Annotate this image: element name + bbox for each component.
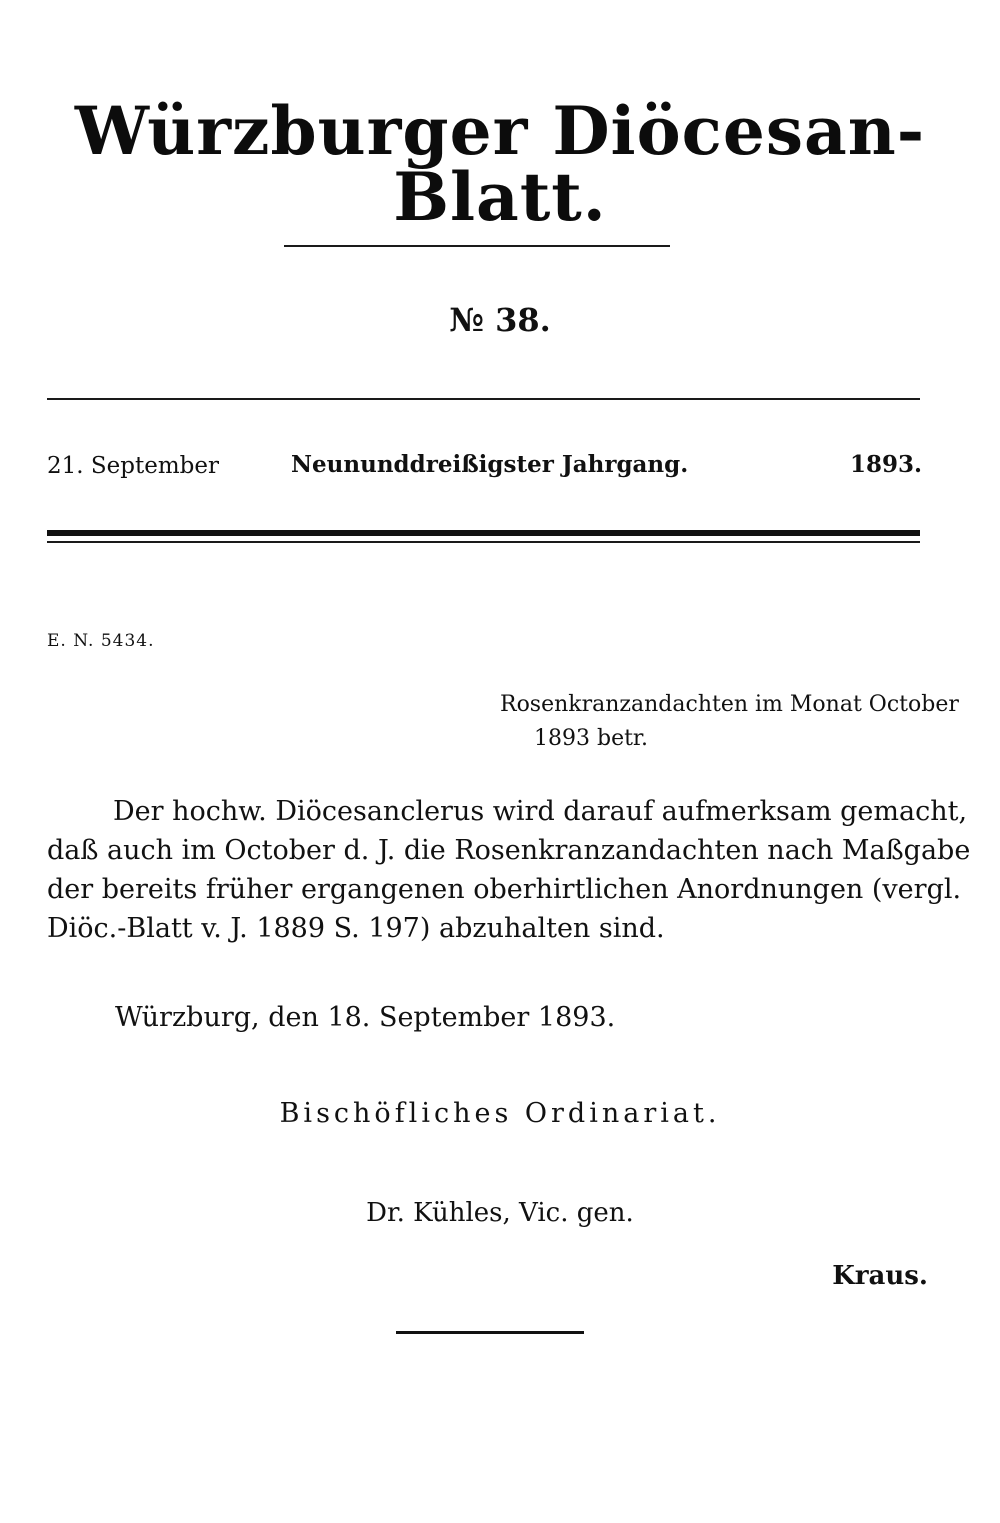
reference-number: E. N. 5434. xyxy=(47,631,155,651)
subject-line-1: Rosenkranzandachten im Monat October xyxy=(500,692,959,717)
header-top-rule xyxy=(47,398,920,400)
issue-date: 21. September xyxy=(47,453,219,479)
header-thin-rule xyxy=(47,541,920,543)
header-thick-rule xyxy=(47,530,920,536)
body-line-3: der bereits früher ergangenen oberhirtlichen Anordnungen (vergl. xyxy=(47,874,962,905)
volume-label: Neununddreißigster Jahrgang. xyxy=(291,451,689,478)
subject-line-2: 1893 betr. xyxy=(534,726,649,751)
body-line-4: Diöc.-Blatt v. J. 1889 S. 197) abzuhalten sind. xyxy=(47,913,665,944)
issue-year: 1893. xyxy=(849,451,922,478)
secretary-signature: Kraus. xyxy=(832,1261,928,1291)
signatory: Dr. Kühles, Vic. gen. xyxy=(366,1198,634,1228)
notice-body xyxy=(47,792,971,948)
notice-subject xyxy=(500,688,959,756)
title-divider xyxy=(284,245,670,247)
body-line-2: daß auch im October d. J. die Rosenkranzandachten nach Maßgabe xyxy=(47,835,971,866)
end-rule xyxy=(396,1331,584,1334)
place-and-date: Würzburg, den 18. September 1893. xyxy=(115,1002,616,1033)
masthead-title: Würzburger Diöcesan-Blatt. xyxy=(74,92,926,236)
issuing-office: Bischöfliches Ordinariat. xyxy=(279,1098,721,1129)
issue-header xyxy=(47,449,922,489)
issue-number: № 38. xyxy=(449,301,551,339)
body-line-1: Der hochw. Diöcesanclerus wird darauf aufmerksam gemacht, xyxy=(113,796,968,827)
